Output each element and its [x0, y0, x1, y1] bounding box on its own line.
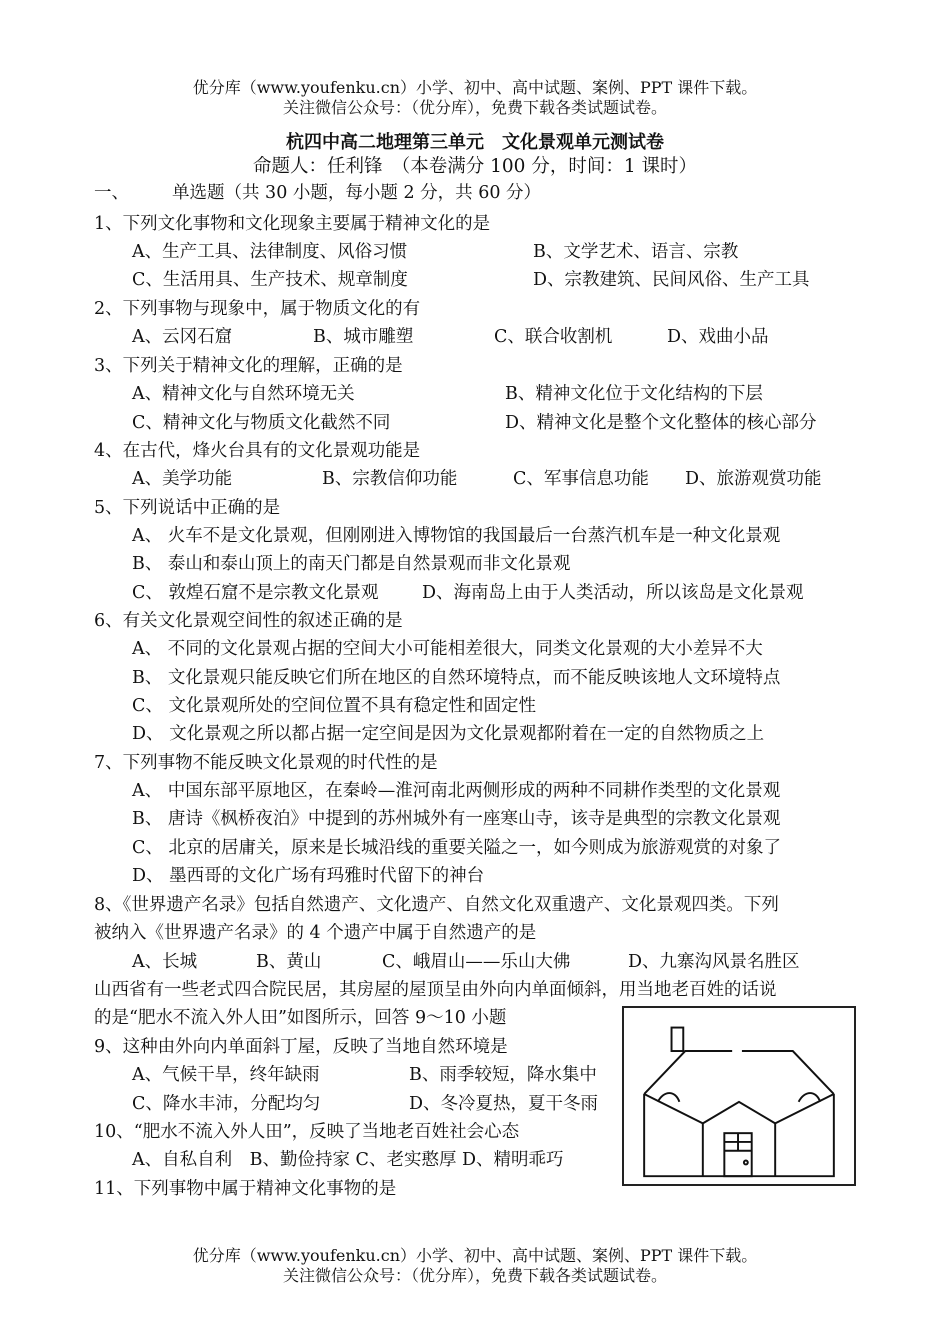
question-2-option-c: C、联合收割机 — [494, 327, 613, 347]
section-number: 一、 — [94, 183, 129, 203]
question-9-option-b: B、雨季较短，降水集中 — [409, 1065, 597, 1085]
question-8-option-d: D、九寨沟风景名胜区 — [628, 952, 800, 972]
right-roof-icon — [742, 1051, 834, 1094]
question-7-option-b: B、 唐诗《枫桥夜泊》中提到的苏州城外有一座寒山寺，该寺是典型的宗教文化景观 — [132, 809, 781, 829]
question-7-option-d: D、 墨西哥的文化广场有玛雅时代留下的神台 — [132, 866, 485, 886]
question-5-stem: 5、下列说话中正确的是 — [94, 498, 281, 518]
house-with-inward-sloping-roof-icon — [624, 1008, 854, 1184]
question-4-option-d: D、旅游观赏功能 — [685, 469, 822, 489]
question-2-option-b: B、城市雕塑 — [313, 327, 414, 347]
question-7-option-c: C、 北京的居庸关，原来是长城沿线的重要关隘之一，如今则成为旅游观赏的对象了 — [132, 838, 781, 858]
left-eave-icon — [658, 1093, 680, 1102]
question-8-stem-line-2: 被纳入《世界遗产名录》的 4 个遗产中属于自然遗产的是 — [94, 923, 537, 943]
question-9-option-c: C、降水丰沛，分配均匀 — [132, 1094, 321, 1114]
left-inner-wall-icon — [644, 1094, 703, 1176]
question-10-options: A、自私自利 B、勤俭持家 C、老实憨厚 D、精明乖巧 — [132, 1150, 564, 1170]
question-3-stem: 3、下列关于精神文化的理解，正确的是 — [94, 356, 403, 376]
question-9-option-a: A、气候干旱，终年缺雨 — [132, 1065, 320, 1085]
question-8-option-b: B、黄山 — [256, 952, 322, 972]
question-2-stem: 2、下列事物与现象中，属于物质文化的有 — [94, 299, 421, 319]
question-1-option-b: B、文学艺术、语言、宗教 — [533, 242, 739, 262]
question-3-option-b: B、精神文化位于文化结构的下层 — [505, 384, 763, 404]
question-2-option-a: A、云冈石窟 — [132, 327, 233, 347]
question-7-stem: 7、下列事物不能反映文化景观的时代性的是 — [94, 753, 438, 773]
footer-line-2: 关注微信公众号：（优分库），免费下载各类试题试卷。 — [282, 1266, 667, 1285]
question-4-stem: 4、在古代，烽火台具有的文化景观功能是 — [94, 441, 421, 461]
question-1-stem: 1、下列文化事物和文化现象主要属于精神文化的是 — [94, 214, 491, 234]
page-title: 杭四中高二地理第三单元 文化景观单元测试卷 — [286, 132, 664, 153]
question-2-option-d: D、戏曲小品 — [667, 327, 769, 347]
question-9-option-d: D、冬冷夏热，夏干冬雨 — [409, 1094, 599, 1114]
page-subtitle: 命题人：任利锋 （本卷满分 100 分，时间：1 课时） — [253, 156, 697, 177]
question-1-option-c: C、生活用具、生产技术、规章制度 — [132, 270, 408, 290]
question-6-option-d: D、 文化景观之所以都占据一定空间是因为文化景观都附着在一定的自然物质之上 — [132, 724, 765, 744]
question-3-option-a: A、精神文化与自然环境无关 — [132, 384, 355, 404]
question-5-option-a: A、 火车不是文化景观，但刚刚进入博物馆的我国最后一台蒸汽机车是一种文化景观 — [132, 526, 781, 546]
footer-line-1: 优分库（www.youfenku.cn）小学、初中、高中试题、案例、PPT 课件下载。 — [192, 1246, 758, 1265]
header-line-1: 优分库（www.youfenku.cn）小学、初中、高中试题、案例、PPT 课件下载。 — [192, 78, 758, 97]
question-5-option-b: B、 泰山和泰山顶上的南天门都是自然景观而非文化景观 — [132, 554, 571, 574]
house-figure — [622, 1006, 856, 1186]
right-eave-icon — [799, 1093, 821, 1102]
question-6-stem: 6、有关文化景观空间性的叙述正确的是 — [94, 611, 403, 631]
header-line-2: 关注微信公众号：（优分库），免费下载各类试题试卷。 — [282, 98, 667, 117]
question-6-option-a: A、 不同的文化景观占据的空间大小可能相差很大，同类文化景观的大小差异不大 — [132, 639, 763, 659]
question-4-option-a: A、美学功能 — [132, 469, 233, 489]
material-line-2: 的是“肥水不流入外人田”如图所示，回答 9～10 小题 — [94, 1008, 507, 1028]
left-roof-icon — [644, 1051, 732, 1094]
question-9-stem: 9、这种由外向内单面斜丁屋，反映了当地自然环境是 — [94, 1037, 508, 1057]
question-10-stem: 10、“肥水不流入外人田”，反映了当地老百姓社会心态 — [94, 1122, 520, 1142]
question-3-option-d: D、精神文化是整个文化整体的核心部分 — [505, 413, 817, 433]
question-8-option-c: C、峨眉山——乐山大佛 — [382, 952, 571, 972]
question-8-stem-line-1: 8、《世界遗产名录》包括自然遗产、文化遗产、自然文化双重遗产、文化景观四类。下列 — [94, 895, 779, 915]
question-4-option-b: B、宗教信仰功能 — [322, 469, 458, 489]
center-gable-icon — [703, 1102, 775, 1124]
section-heading: 单选题（共 30 小题，每小题 2 分，共 60 分） — [172, 183, 542, 203]
question-3-option-c: C、精神文化与物质文化截然不同 — [132, 413, 391, 433]
question-6-option-b: B、 文化景观只能反映它们所在地区的自然环境特点，而不能反映该地人文环境特点 — [132, 668, 781, 688]
question-11-stem: 11、下列事物中属于精神文化事物的是 — [94, 1179, 397, 1199]
question-5-option-d: D、海南岛上由于人类活动，所以该岛是文化景观 — [422, 583, 804, 603]
right-inner-wall-icon — [775, 1094, 834, 1176]
question-1-option-a: A、生产工具、法律制度、风俗习惯 — [132, 242, 408, 262]
material-line-1: 山西省有一些老式四合院民居，其房屋的屋顶呈由外向内单面倾斜，用当地老百姓的话说 — [94, 980, 777, 1000]
question-5-option-c: C、 敦煌石窟不是宗教文化景观 — [132, 583, 379, 603]
question-8-option-a: A、长城 — [132, 952, 198, 972]
question-4-option-c: C、军事信息功能 — [513, 469, 649, 489]
chimney-icon — [672, 1028, 684, 1051]
question-1-option-d: D、宗教建筑、民间风俗、生产工具 — [533, 270, 810, 290]
question-7-option-a: A、 中国东部平原地区，在秦岭—淮河南北两侧形成的两种不同耕作类型的文化景观 — [132, 781, 781, 801]
question-6-option-c: C、 文化景观所处的空间位置不具有稳定性和固定性 — [132, 696, 536, 716]
